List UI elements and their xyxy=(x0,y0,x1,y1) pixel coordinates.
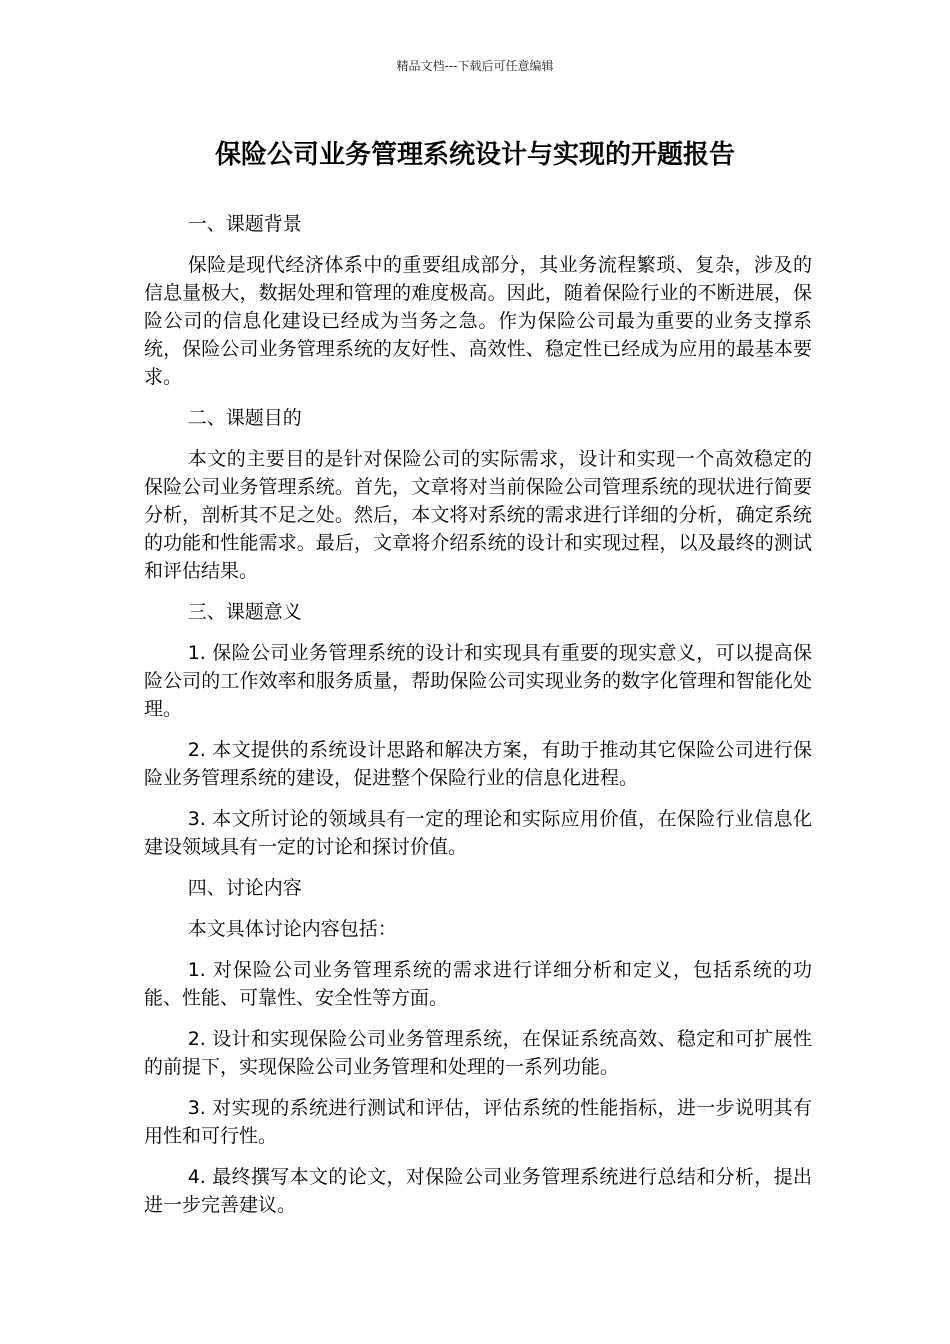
content-item-2: 2. 设计和实现保险公司业务管理系统，在保证系统高效、稳定和可扩展性的前提下，实现保险公司业务管理和处理的一系列功能。 xyxy=(144,1028,812,1078)
significance-item-1: 1. 保险公司业务管理系统的设计和实现具有重要的现实意义，可以提高保险公司的工作效率和服务质量，帮助保险公司实现业务的数字化管理和智能化处理。 xyxy=(144,642,812,720)
significance-item-3: 3. 本文所讨论的领域具有一定的理论和实际应用价值，在保险行业信息化建设领域具有一定的讨论和探讨价值。 xyxy=(144,808,812,858)
significance-item-2: 2. 本文提供的系统设计思路和解决方案，有助于推动其它保险公司进行保险业务管理系统的建设，促进整个保险行业的信息化进程。 xyxy=(144,739,812,789)
content-item-1: 1. 对保险公司业务管理系统的需求进行详细分析和定义，包括系统的功能、性能、可靠性、安全性等方面。 xyxy=(144,959,812,1009)
section-heading-purpose: 二、课题目的 xyxy=(187,407,302,429)
content-intro: 本文具体讨论内容包括： xyxy=(187,918,397,940)
background-paragraph: 保险是现代经济体系中的重要组成部分，其业务流程繁琐、复杂，涉及的信息量极大，数据处理和管理的难度极高。因此，随着保险行业的不断进展，保险公司的信息化建设已经成为当务之急。作为保险公司最为重要的业务支撑系统，保险公司业务管理系统的友好性、高效性、稳定性已经成为应用的最基本要求。 xyxy=(144,254,812,388)
content-item-3: 3. 对实现的系统进行测试和评估，评估系统的性能指标，进一步说明其有用性和可行性。 xyxy=(144,1097,812,1147)
document-body xyxy=(144,210,812,1232)
document-title: 保险公司业务管理系统设计与实现的开题报告 xyxy=(214,140,735,170)
content-item-4: 4. 最终撰写本文的论文，对保险公司业务管理系统进行总结和分析，提出进一步完善建议。 xyxy=(144,1166,812,1216)
section-heading-background: 一、课题背景 xyxy=(187,213,302,235)
page-header: 精品文档---下载后可任意编辑 xyxy=(396,59,554,73)
purpose-paragraph: 本文的主要目的是针对保险公司的实际需求，设计和实现一个高效稳定的保险公司业务管理系统。首先，文章将对当前保险公司管理系统的现状进行简要分析，剖析其不足之处。然后，本文将对系统的需求进行详细的分析，确定系统的功能和性能需求。最后，文章将介绍系统的设计和实现过程，以及最终的测试和评估结果。 xyxy=(144,448,812,582)
section-heading-significance: 三、课题意义 xyxy=(187,601,302,623)
section-heading-content: 四、讨论内容 xyxy=(187,877,302,899)
